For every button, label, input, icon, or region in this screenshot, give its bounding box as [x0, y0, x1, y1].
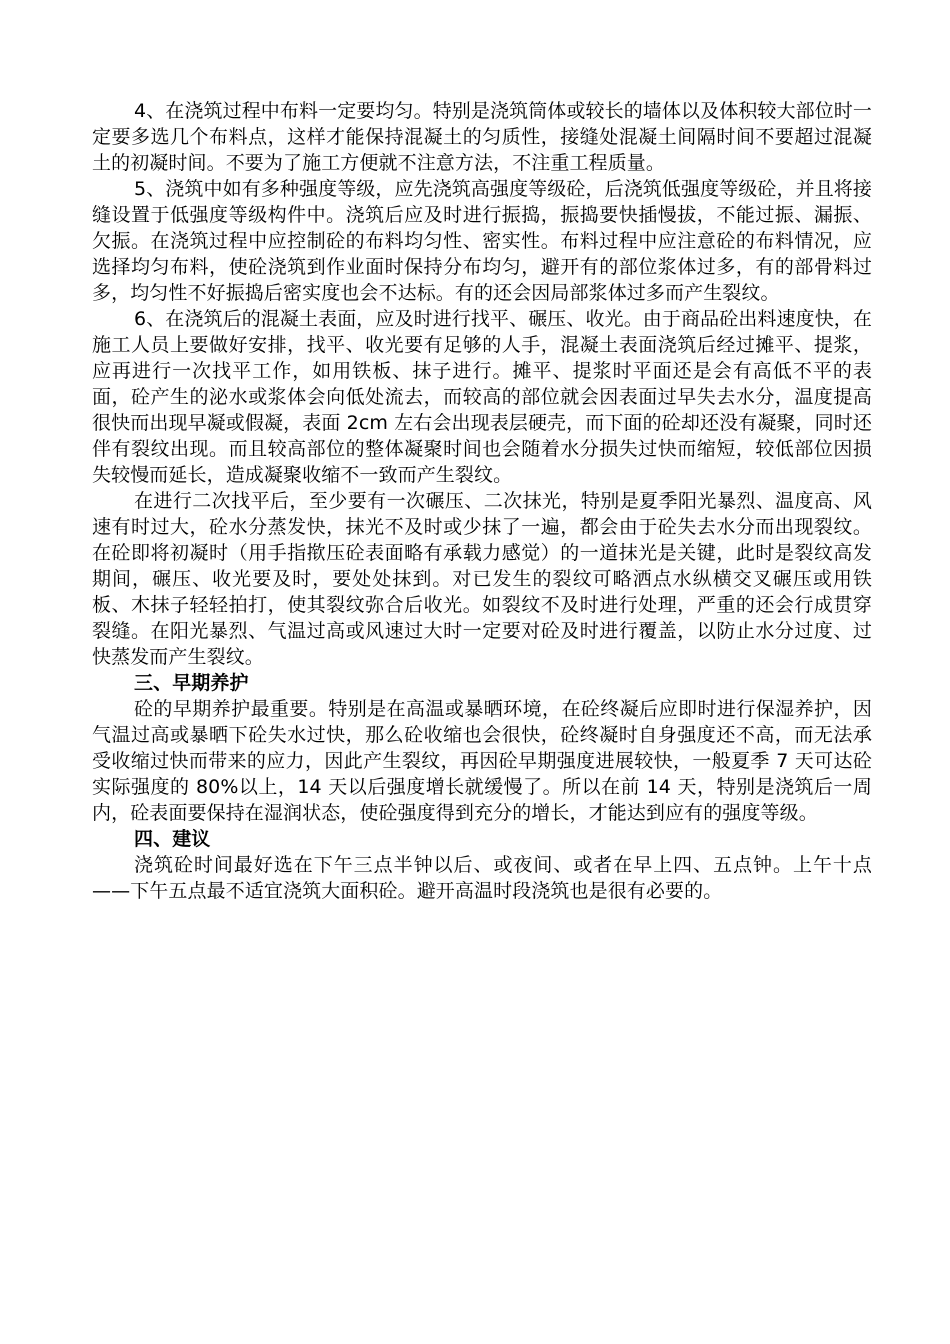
paragraph-pouring-distribution: 4、在浇筑过程中布料一定要均匀。特别是浇筑筒体或较长的墙体以及体积较大部位时一定要多选几个布料点，这样才能保持混凝土的匀质性，接缝处混凝土间隔时间不要超过混凝土的初凝时间。不要为了施工方便就不注意方法，不注重工程质量。 — [92, 100, 872, 174]
paragraph-secondary-leveling: 在进行二次找平后，至少要有一次碾压、二次抹光，特别是夏季阳光暴烈、温度高、风速有时过大，砼水分蒸发快，抹光不及时或少抹了一遍，都会由于砼失去水分而出现裂纹。在砼即将初凝时（用手指揿压砼表面略有承载力感觉）的一道抹光是关键，此时是裂纹高发期间，碾压、收光要及时，要处处抹到。对已发生的裂纹可略洒点水纵横交叉碾压或用铁板、木抹子轻轻拍打，使其裂纹弥合后收光。如裂纹不及时进行处理，严重的还会行成贯穿裂缝。在阳光暴烈、气温过高或风速过大时一定要对砼及时进行覆盖，以防止水分过度、过快蒸发而产生裂纹。 — [92, 490, 872, 668]
section-heading-early-curing: 三、早期养护 — [134, 672, 249, 694]
document-page — [92, 98, 872, 904]
paragraph-surface-finishing: 6、在浇筑后的混凝土表面，应及时进行找平、碾压、收光。由于商品砼出料速度快，在施工人员上要做好安排，找平、收光要有足够的人手，混凝土表面浇筑后经过摊平、提浆，应再进行一次找平工作，如用铁板、抹子进行。摊平、提浆时平面还是会有高低不平的表面，砼产生的泌水或浆体会向低处流去，而较高的部位就会因表面过早失去水分，温度提高很快而出现早凝或假凝，表面 2cm 左右会出现表层硬壳，而下面的砼却还没有凝聚，同时还伴有裂纹出现。而且较高部位的整体凝聚时间也会随着水分损失过快而缩短，较低部位因损失较慢而延长，造成凝聚收缩不一致而产生裂纹。 — [92, 308, 872, 486]
paragraph-early-curing: 砼的早期养护最重要。特别是在高温或暴晒环境，在砼终凝后应即时进行保湿养护，因气温过高或暴晒下砼失水过快，那么砼收缩也会很快，砼终凝时自身强度还不高，而无法承受收缩过快而带来的应力，因此产生裂纹，再因砼早期强度进展较快，一般夏季 7 天可达砼实际强度的 80%以上，14 天以后强度增长就缓慢了。所以在前 14 天，特别是浇筑后一周内，砼表面要保持在湿润状态，使砼强度得到充分的增长，才能达到应有的强度等级。 — [92, 698, 872, 824]
paragraph-strength-grades: 5、浇筑中如有多种强度等级，应先浇筑高强度等级砼，后浇筑低强度等级砼，并且将接缝设置于低强度等级构件中。浇筑后应及时进行振捣，振捣要快插慢拔，不能过振、漏振、欠振。在浇筑过程中应控制砼的布料均匀性、密实性。布料过程中应注意砼的布料情况，应选择均匀布料，使砼浇筑到作业面时保持分布均匀，避开有的部位浆体过多，有的部骨料过多，均匀性不好振捣后密实度也会不达标。有的还会因局部浆体过多而产生裂纹。 — [92, 178, 872, 304]
paragraph-suggestions: 浇筑砼时间最好选在下午三点半钟以后、或夜间、或者在早上四、五点钟。上午十点——下午五点最不适宜浇筑大面积砼。避开高温时段浇筑也是很有必要的。 — [92, 854, 872, 902]
section-heading-suggestions: 四、建议 — [134, 828, 211, 850]
